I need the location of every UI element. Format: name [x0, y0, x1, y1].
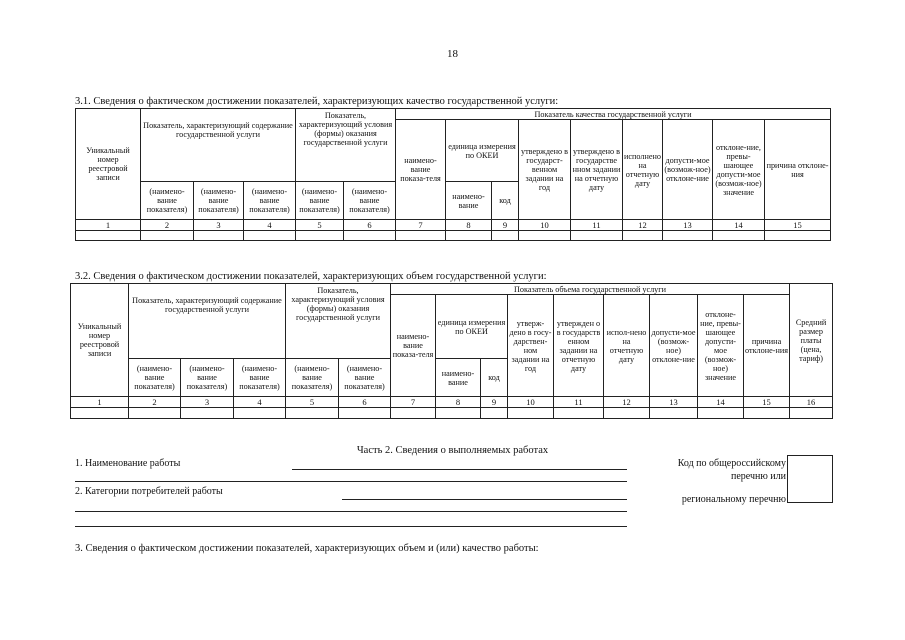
column-number: 14	[713, 220, 765, 231]
header-unit-code: код	[481, 359, 508, 397]
column-number: 13	[663, 220, 713, 231]
section-3-2-title: 3.2. Сведения о фактическом достижении показателей, характеризующих объем государственной услуги:	[75, 271, 547, 282]
header-unit-code: код	[492, 182, 519, 220]
work-name-line-2	[75, 481, 627, 482]
code-label-line1: Код по общероссийскому	[677, 458, 786, 469]
column-number: 11	[571, 220, 623, 231]
header-sub-name: (наимено-вание показателя)	[234, 359, 286, 397]
column-number: 12	[623, 220, 663, 231]
column-number: 1	[71, 397, 129, 408]
section-3-1-title: 3.1. Сведения о фактическом достижении показателей, характеризующих качество государственной услуги:	[75, 96, 559, 107]
column-number: 15	[765, 220, 831, 231]
column-numbers-row	[76, 220, 831, 231]
column-number: 6	[344, 220, 396, 231]
header-content-indicator: Показатель, характеризующий содержание государственной услуги	[129, 284, 286, 359]
consumers-line-2	[75, 511, 627, 512]
empty-data-row	[71, 408, 833, 419]
header-exceeding-deviation: отклоне-ние, превы-шающее допусти-мое (возмож-ное) значение	[713, 120, 765, 220]
header-sub-name: (наимено-вание показателя)	[339, 359, 391, 397]
header-conditions-indicator: Показатель, характеризующий условия (формы) оказания государственной услуги	[296, 109, 396, 182]
volume-indicators-table	[70, 283, 833, 419]
header-sub-name: (наимено-вание показателя)	[181, 359, 234, 397]
column-numbers-row	[71, 397, 833, 408]
header-volume-indicator: Показатель объема государственной услуги	[391, 284, 790, 295]
header-deviation-reason: причина отклоне-ния	[765, 120, 831, 220]
column-number: 8	[446, 220, 492, 231]
header-sub-name: (наимено-вание показателя)	[296, 182, 344, 220]
header-indicator-name: наимено-вание показа-теля	[396, 120, 446, 220]
header-executed: исполнено на отчетную дату	[623, 120, 663, 220]
header-approved-year: утверждено в государст-венном задании на год	[519, 120, 571, 220]
header-sub-name: (наимено-вание показателя)	[194, 182, 244, 220]
code-box	[787, 455, 833, 503]
consumers-label: 2. Категории потребителей работы	[75, 486, 223, 497]
header-executed: испол-нено на отчетную дату	[604, 295, 650, 397]
header-allowed-deviation: допусти-мое (возмож-ное) отклоне-ние	[650, 295, 698, 397]
header-indicator-name: наимено-вание показа-теля	[391, 295, 436, 397]
column-number: 2	[129, 397, 181, 408]
column-number: 6	[339, 397, 391, 408]
header-sub-name: (наимено-вание показателя)	[141, 182, 194, 220]
column-number: 1	[76, 220, 141, 231]
header-quality-indicator: Показатель качества государственной услуги	[396, 109, 831, 120]
column-number: 7	[391, 397, 436, 408]
header-unit-name: наимено-вание	[446, 182, 492, 220]
column-number: 12	[604, 397, 650, 408]
header-unique-number: Уникальный номер реестровой записи	[71, 284, 129, 397]
column-number: 2	[141, 220, 194, 231]
column-number: 5	[296, 220, 344, 231]
header-approved-year: утверж-дено в госу-дарствен-ном задании на год	[508, 295, 554, 397]
header-sub-name: (наимено-вание показателя)	[286, 359, 339, 397]
header-unit-name: наимено-вание	[436, 359, 481, 397]
header-unit: единица измерения по ОКЕИ	[446, 120, 519, 182]
header-unit: единица измерения по ОКЕИ	[436, 295, 508, 359]
column-number: 9	[481, 397, 508, 408]
column-number: 3	[194, 220, 244, 231]
column-number: 9	[492, 220, 519, 231]
section-3-title: 3. Сведения о фактическом достижении показателей, характеризующих объем и (или) качество работы:	[75, 543, 539, 554]
header-unique-number: Уникальный номер реестровой записи	[76, 109, 141, 220]
header-exceeding-deviation: отклоне-ние, превы-шающее допусти-мое (возмож-ное) значение	[698, 295, 744, 397]
header-approved-date: утвержден о в государств енном задании на отчетную дату	[554, 295, 604, 397]
column-number: 13	[650, 397, 698, 408]
column-number: 11	[554, 397, 604, 408]
header-sub-name: (наимено-вание показателя)	[344, 182, 396, 220]
header-allowed-deviation: допусти-мое (возмож-ное) отклоне-ние	[663, 120, 713, 220]
column-number: 4	[244, 220, 296, 231]
column-number: 16	[790, 397, 833, 408]
header-conditions-indicator: Показатель, характеризующий условия (формы) оказания государственной услуги	[286, 284, 391, 359]
work-name-label: 1. Наименование работы	[75, 458, 181, 469]
empty-data-row	[76, 231, 831, 241]
header-sub-name: (наимено-вание показателя)	[129, 359, 181, 397]
column-number: 5	[286, 397, 339, 408]
column-number: 14	[698, 397, 744, 408]
column-number: 10	[519, 220, 571, 231]
page-number: 18	[447, 48, 458, 60]
consumers-line	[342, 499, 627, 500]
header-content-indicator: Показатель, характеризующий содержание государственной услуги	[141, 109, 296, 182]
header-deviation-reason: причина отклоне-ния	[744, 295, 790, 397]
part2-title: Часть 2. Сведения о выполняемых работах	[356, 445, 549, 456]
code-label-line2: перечню или	[730, 471, 786, 482]
work-name-line	[292, 469, 627, 470]
code-label	[600, 457, 786, 506]
column-number: 7	[396, 220, 446, 231]
column-number: 4	[234, 397, 286, 408]
header-sub-name: (наимено-вание показателя)	[244, 182, 296, 220]
code-label-line3: региональному перечню	[681, 494, 786, 505]
column-number: 3	[181, 397, 234, 408]
quality-indicators-table	[75, 108, 831, 241]
header-average-fee: Средний размер платы (цена, тариф)	[790, 284, 833, 397]
column-number: 15	[744, 397, 790, 408]
column-number: 8	[436, 397, 481, 408]
column-number: 10	[508, 397, 554, 408]
consumers-line-3	[75, 526, 627, 527]
header-approved-date: утверждено в государстве нном задании на отчетную дату	[571, 120, 623, 220]
